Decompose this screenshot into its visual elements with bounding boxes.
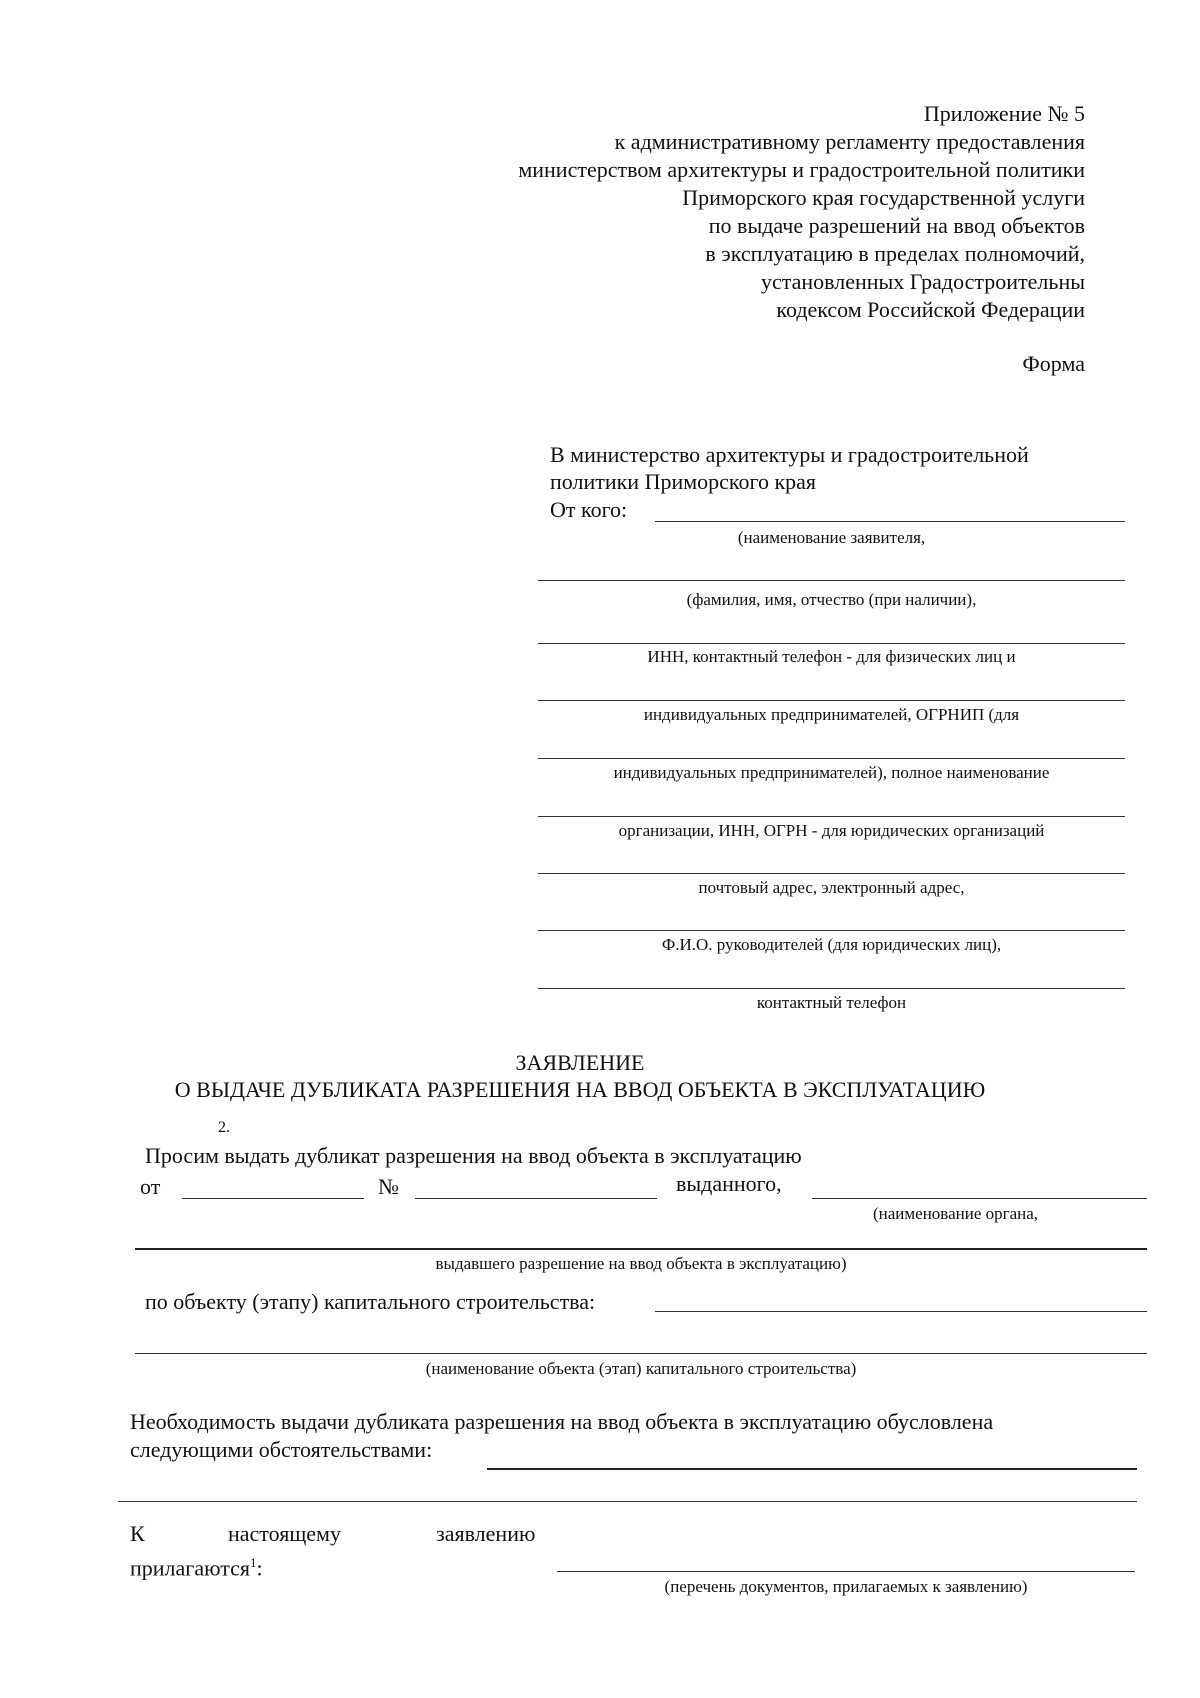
- organ-field-line[interactable]: [812, 1198, 1147, 1199]
- header-line: Приложение № 5: [923, 101, 1085, 126]
- attachments-caption: (перечень документов, прилагаемых к заявлению): [664, 1577, 1028, 1596]
- applicant-field-line[interactable]: [538, 580, 1125, 581]
- applicant-field-line[interactable]: [655, 521, 1125, 522]
- document-subtitle: О ВЫДАЧЕ ДУБЛИКАТА РАЗРЕШЕНИЯ НА ВВОД ОБЪЕКТА В ЭКСПЛУАТАЦИЮ: [174, 1077, 986, 1102]
- necessity-text-2: следующими обстоятельствами:: [130, 1437, 433, 1462]
- attach-word-k: К: [130, 1521, 145, 1546]
- issued-text: выданного,: [676, 1171, 782, 1196]
- applicant-field-line[interactable]: [538, 930, 1125, 931]
- applicant-field-line[interactable]: [538, 700, 1125, 701]
- attachments-field-line[interactable]: [557, 1571, 1135, 1572]
- organ-caption: (наименование органа,: [873, 1204, 1039, 1223]
- attach-line-2: [130, 1549, 263, 1581]
- addressee-line1: В министерство архитектуры и градостроительной: [550, 442, 1029, 467]
- request-text: Просим выдать дубликат разрешения на ввод объекта в эксплуатацию: [145, 1143, 802, 1168]
- header-line: кодексом Российской Федерации: [776, 297, 1085, 322]
- object-field-line-2[interactable]: [135, 1353, 1147, 1354]
- addressee-line2: политики Приморского края: [550, 469, 817, 494]
- appendix-header: [518, 100, 1085, 324]
- attach-text: прилагаются: [130, 1555, 250, 1581]
- form-label: Форма: [1022, 351, 1085, 376]
- object-caption: (наименование объекта (этап) капитального строительства): [425, 1359, 857, 1378]
- header-line: министерством архитектуры и градостроительной политики: [518, 157, 1085, 182]
- footnote-marker: 1: [250, 1555, 257, 1570]
- field-caption: контактный телефон: [756, 993, 907, 1012]
- applicant-field-line[interactable]: [538, 816, 1125, 817]
- attach-word-3: заявлению: [436, 1521, 536, 1546]
- field-caption: организации, ИНН, ОГРН - для юридических организаций: [618, 821, 1045, 840]
- field-caption: (наименование заявителя,: [737, 528, 926, 547]
- organ-caption-2: выдавшего разрешение на ввод объекта в эксплуатацию): [435, 1254, 847, 1273]
- from-label: От кого:: [550, 497, 628, 522]
- applicant-field-line[interactable]: [538, 758, 1125, 759]
- header-line: по выдаче разрешений на ввод объектов: [708, 213, 1085, 238]
- organ-field-line-2[interactable]: [135, 1248, 1147, 1250]
- circumstances-field-line-2[interactable]: [118, 1501, 1137, 1502]
- attach-word-2: настоящему: [228, 1521, 341, 1546]
- header-line: Приморского края государственной услуги: [682, 185, 1085, 210]
- from-text: от: [140, 1174, 161, 1199]
- object-field-line[interactable]: [655, 1311, 1147, 1312]
- field-caption: индивидуальных предпринимателей), полное наименование: [613, 763, 1050, 782]
- object-label: по объекту (этапу) капитального строительства:: [145, 1289, 596, 1314]
- field-caption: Ф.И.О. руководителей (для юридических лиц),: [661, 935, 1002, 954]
- field-caption: индивидуальных предпринимателей, ОГРНИП (для: [643, 705, 1020, 724]
- field-caption: ИНН, контактный телефон - для физических лиц и: [647, 647, 1016, 666]
- document-title: ЗАЯВЛЕНИЕ: [515, 1050, 645, 1075]
- circumstances-field-line[interactable]: [487, 1468, 1137, 1470]
- applicant-field-line[interactable]: [538, 988, 1125, 989]
- date-field-line[interactable]: [182, 1198, 364, 1199]
- number-field-line[interactable]: [415, 1198, 657, 1199]
- header-line: к административному регламенту предоставления: [614, 129, 1085, 154]
- attach-colon: :: [256, 1555, 263, 1581]
- necessity-text: Необходимость выдачи дубликата разрешения на ввод объекта в эксплуатацию обусловлена: [130, 1409, 994, 1434]
- number-sign: №: [378, 1174, 399, 1199]
- field-caption: (фамилия, имя, отчество (при наличии),: [686, 590, 977, 609]
- applicant-field-line[interactable]: [538, 873, 1125, 874]
- item-number: 2.: [218, 1119, 230, 1136]
- header-line: в эксплуатацию в пределах полномочий,: [705, 241, 1085, 266]
- applicant-field-line[interactable]: [538, 643, 1125, 644]
- field-caption: почтовый адрес, электронный адрес,: [698, 878, 965, 897]
- header-line: установленных Градостроительны: [760, 269, 1085, 294]
